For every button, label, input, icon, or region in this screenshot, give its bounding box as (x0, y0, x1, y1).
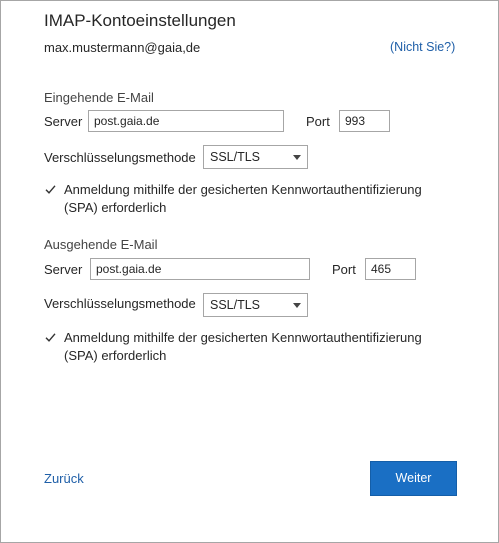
incoming-server-input[interactable] (88, 110, 284, 132)
checkmark-icon (44, 331, 57, 344)
chevron-down-icon (293, 303, 301, 308)
incoming-encryption-value: SSL/TLS (210, 150, 261, 164)
outgoing-encryption-select[interactable] (203, 293, 308, 317)
incoming-server-label: Server (44, 114, 83, 129)
outgoing-spa-label (64, 329, 464, 365)
outgoing-spa-checkbox[interactable] (44, 331, 57, 344)
incoming-spa-label (64, 181, 464, 217)
account-email: max.mustermann@gaia,de (44, 40, 201, 55)
page-title: IMAP-Kontoeinstellungen (44, 11, 236, 30)
chevron-down-icon (293, 155, 301, 160)
incoming-section-label: Eingehende E-Mail (44, 90, 154, 105)
outgoing-encryption-value: SSL/TLS (210, 298, 261, 312)
incoming-spa-label-line1: Anmeldung mithilfe der gesicherten Kennwortauthentifizierung (64, 182, 422, 197)
incoming-port-label: Port (306, 114, 330, 129)
back-link[interactable]: Zurück (44, 471, 84, 486)
incoming-spa-checkbox[interactable] (44, 183, 57, 196)
outgoing-encryption-label: Verschlüsselungsmethode (44, 296, 196, 311)
next-button[interactable]: Weiter (370, 461, 457, 496)
outgoing-port-label: Port (332, 262, 356, 277)
incoming-spa-label-line2: (SPA) erforderlich (64, 200, 167, 215)
outgoing-spa-label-line2: (SPA) erforderlich (64, 348, 167, 363)
outgoing-server-input[interactable] (90, 258, 310, 280)
outgoing-port-input[interactable] (365, 258, 416, 280)
outgoing-spa-label-line1: Anmeldung mithilfe der gesicherten Kennwortauthentifizierung (64, 330, 422, 345)
incoming-port-input[interactable] (339, 110, 390, 132)
outgoing-section-label: Ausgehende E-Mail (44, 237, 158, 252)
outgoing-server-label: Server (44, 262, 83, 277)
checkmark-icon (44, 183, 57, 196)
incoming-encryption-select[interactable] (203, 145, 308, 169)
not-you-link[interactable]: (Nicht Sie?) (390, 40, 456, 54)
incoming-encryption-label: Verschlüsselungsmethode (44, 150, 196, 165)
